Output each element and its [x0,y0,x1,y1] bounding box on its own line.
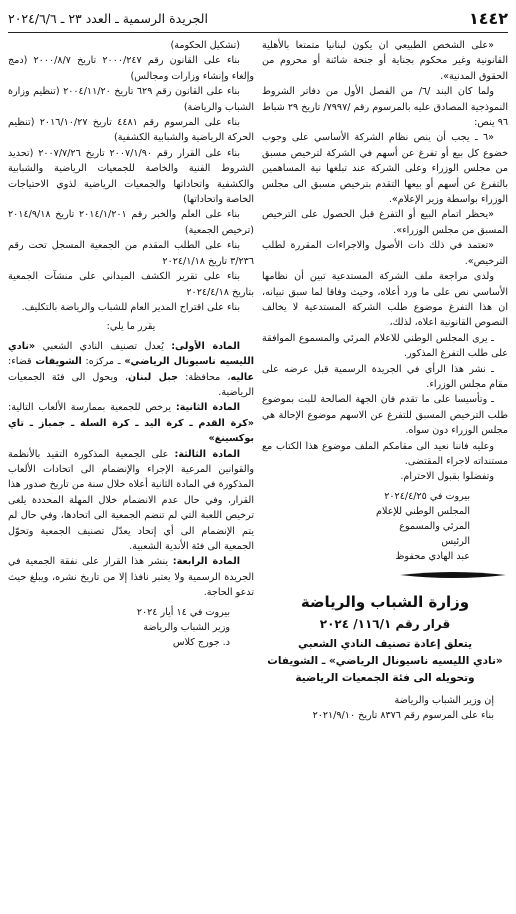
decision-subject-line: وتحويله الى فئة الجمعيات الرياضية [295,672,475,684]
signature-line: المجلس الوطني للإعلام [376,505,470,517]
article-text: ، محافظة: [178,371,231,383]
article-text: قضاء: [8,356,36,368]
signature-line: الرئيس [441,535,470,547]
article-2 [8,400,254,446]
club-name: «نادي الليسيه ناسيونال الرياضي» [8,340,254,368]
signature-line: عبد الهادي محفوظ [395,550,470,562]
games-list: «كرة القدم ـ كرة اليد ـ كرة السلة ـ جمباز ـ تاي بوكسينغ» [8,417,254,445]
signature-line: وزير الشباب والرياضة [143,621,230,633]
article-text: ، ويحول الى فئة الجمعيات الرياضية. [8,371,254,398]
paragraph: «يحظر اتمام البيع أو التفرغ قبل الحصول على الترخيص المسبق من مجلس الوزراء». [262,209,508,236]
consideration: بناء على تقرير الكشف الميداني على منشآت الجمعية بتاريخ ٢٠٢٤/٤/١٨ [8,271,254,298]
article-1 [8,339,254,401]
paragraph: ـ نشر هذا الرأي في الجريدة الرسمية قبل عرضه على مقام مجلس الوزراء. [262,363,508,390]
signature-line: بيروت في ١٤ أيار ٢٠٢٤ [136,606,230,618]
paragraph: «تعتمد في ذلك ذات الأصول والاجراءات المقررة لطلب الترخيص». [262,240,508,267]
paragraph: ولما كان البند /٦/ من الفصل الأول من دفاتر الشروط النموذجية المصادق عليه بالمرسوم رقم /٧٩٩٧/ تاريخ ٢٩ شباط ٩٦ ينص: [262,86,509,129]
signature-line: المرئي والمسموع [399,520,470,532]
consideration: بناء على القرار رقم ٢٠٠٧/١/٩٠ تاريخ ٢٠٠٧/٧/٢٦ (تحديد الشروط الفنية والخاصة للجمعيات الرياضية والشبابية والكشفية واتحاداتها والجمعيات الرياضية لذوي الاحتياجات الخاصة واتحاداتها) [8,147,254,206]
preamble: إن وزير الشباب والرياضة [394,695,494,706]
paragraph: ـ وتأسيسا على ما تقدم فان الجهة الصالحة للبت بموضوع طلب الترخيص المسبق للتفرغ عن الاسهم موضوع الإحالة هي مجلس الوزراء دون سواه. [262,394,508,437]
article-label: المادة الأولى: [171,340,240,352]
article-4 [8,554,254,600]
article-text: ـ مركزه: [81,356,125,368]
left-column [8,38,254,650]
right-column [262,38,508,724]
consideration: بناء على المرسوم رقم ٤٤٨١ تاريخ ٢٠١٦/١٠/٢٧ (تنظيم الحركة الرياضية والشبابية الكشفية) [8,117,254,144]
city-name: الشويفات [35,356,82,368]
page-header [8,4,508,33]
decides-heading: يقرر ما يلي: [106,321,156,333]
article-text: يرخص للجمعية بممارسة الألعاب التالية: [8,402,176,414]
paragraph: وعليه فاننا نعيد الى مقامكم الملف موضوع هذا الكتاب مع مستنداته لاجراء المقتضى. [262,440,508,467]
decision-number: قرار رقم ١١٦/١/ ٢٠٢٤ [319,616,451,631]
minister-signature [8,605,230,650]
paragraph: «٦ ـ يجب أن ينص نظام الشركة الأساسي على وجوب خضوع كل بيع أو تفرغ عن أسهم في الشركة لترخيص مسبق من مجلس الوزراء وعلى الشركة عند تبلغها نية المساهمين بالتفرغ عن أسهم أو بيعها التقدم بترخيص مسبق الى مجلس الوزراء بواسطة وزير الإعلام». [262,132,508,206]
issue-info: الجريدة الرسمية ـ العدد ٢٣ ـ ٢٠٢٤/٦/٦ [8,10,208,26]
ministry-title: وزارة الشباب والرياضة [300,593,470,612]
consideration: بناء على اقتراح المدير العام للشباب والرياضة بالتكليف. [21,301,240,313]
article-text: ينشر هذا القرار على نفقة الجمعية في الجريدة الرسمية ولا يعتبر نافذا إلا من تاريخ نشره، ويبلغ حيث تدعو الحاجة. [8,556,254,599]
article-text: على الجمعية المذكورة التقيد بالأنظمة والقوانين المرعية الإجراء والإنضمام الى اتحادات الألعاب المذكورة في المادة الثانية أعلاه خلال سنة من تاريخ صدور هذا القرار، وفي حال عدم الانضمام خلال المهلة المحددة يلغى ترخيص اللعبة التي لم تنضم الجمعية الى اتحادها، وفي حال لم يتم الإنضمام الى أي إتحاد يعدّل تصنيف الجمعية وتحوّل الجمعية الى فئة الأندية الشعبية. [8,448,254,552]
section-separator [398,570,508,580]
decision-subject [262,636,508,687]
decision-subject-line: «نادي الليسيه ناسيونال الرياضي» ـ الشويفات [267,655,503,667]
consideration: بناء على القانون رقم ٢٠٠٠/٢٤٧ تاريخ ٢٠٠٠/٨/٧ (دمج وإلغاء وإنشاء وزارات ومجالس) [8,55,254,82]
district-name: عاليه [230,371,254,383]
council-signature [262,489,470,564]
paragraph: وتفضلوا بقبول الاحترام. [400,471,494,483]
article-text: يُعدل تصنيف النادي الشعبي [35,340,172,352]
consideration: (تشكيل الحكومة) [170,40,240,51]
article-label: المادة الرابعة: [172,556,241,568]
consideration: بناء على الطلب المقدم من الجمعية المسجل تحت رقم ٣/٢٣٦ تاريخ ٢٠٢٤/١/١٨ [8,240,254,267]
article-3 [8,447,254,555]
paragraph: «على الشخص الطبيعي ان يكون لبنانيا متمتعا بالأهلية القانونية وغير محكوم بجناية أو جنحة شائنة أو محروم من الحقوق المدنية». [262,40,508,82]
governorate-name: جبل لبنان [128,371,179,383]
preamble: بناء على المرسوم رقم ٨٣٧٦ تاريخ ٢٠٢١/٩/١٠ [312,710,494,722]
paragraph: ـ يرى المجلس الوطني للاعلام المرئي والمسموع الموافقة على طلب التفرغ المذكور. [262,332,508,360]
signature-line: د. جورج كلاس [172,636,230,648]
consideration: بناء على العلم والخبر رقم ٢٠١٤/١/٢٠١ تاريخ ٢٠١٤/٩/١٨ (ترخيص الجمعية) [8,209,254,236]
signature-line: بيروت في ٢٠٢٤/٤/٢٥ [384,490,470,502]
article-label: المادة الثانية: [175,402,240,414]
page-number: ١٤٤٢ [468,8,508,28]
decision-subject-line: يتعلق إعادة تصنيف النادي الشعبي [297,638,473,650]
paragraph: ولدى مراجعة ملف الشركة المستدعية تبين أن نظامها الأساسي نص على ما ورد أعلاه، وحيث وفاقا لما سبق تبيانه، ان هذا التفرغ موضوع طلب الشركة المستدعية لا يخالف النصوص القانونية اعلاه، لذلك، [262,271,508,329]
consideration: بناء على القانون رقم ٦٢٩ تاريخ ٢٠٠٤/١١/٢٠ (تنظيم وزارة الشباب والرياضة) [8,86,254,113]
article-label: المادة الثالثة: [174,448,241,460]
